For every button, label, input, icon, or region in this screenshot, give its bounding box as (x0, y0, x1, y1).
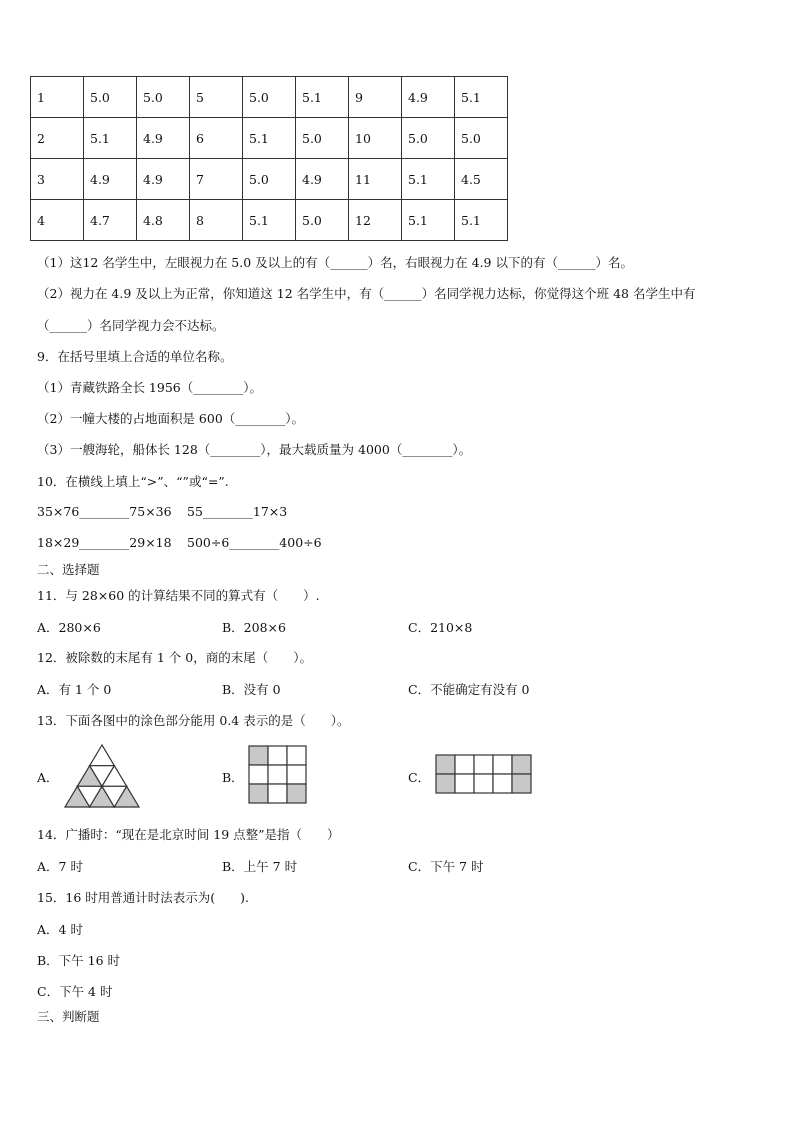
table-cell: 4.5 (455, 159, 508, 200)
table-cell: 4.9 (137, 159, 190, 200)
table-cell: 5.0 (296, 118, 349, 159)
table-cell: 4.9 (84, 159, 137, 200)
table-cell: 5.0 (402, 118, 455, 159)
q12-option-c: C．不能确定有没有 0 (408, 682, 530, 697)
table-cell: 5.0 (84, 77, 137, 118)
table-cell: 1 (31, 77, 84, 118)
q12-option-b: B．没有 0 (222, 682, 281, 697)
rect-cell (436, 755, 455, 774)
q14-title: 14．广播时：“现在是北京时间 19 点整”是指（ ） (37, 827, 340, 842)
q8-part1: （1）这12 名学生中，左眼视力在 5.0 及以上的有（______）名，右眼视力在 4.9 以下的有（______）名。 (37, 255, 633, 270)
q10-line1a: 35×76________75×36 (37, 504, 172, 519)
table-row (31, 118, 508, 159)
q12-title: 12．被除数的末尾有 1 个 0，商的末尾（ ）。 (37, 650, 312, 665)
grid-cell (287, 765, 306, 784)
rect-cell (436, 774, 455, 793)
table-cell: 6 (190, 118, 243, 159)
table-cell: 11 (349, 159, 402, 200)
rect-cell (474, 755, 493, 774)
table-cell: 5.0 (137, 77, 190, 118)
q11-option-a: A．280×6 (37, 620, 101, 635)
q13-option-c-label: C． (408, 770, 431, 785)
q10-line2b: 500÷6________400÷6 (187, 535, 322, 550)
grid-cell (249, 784, 268, 803)
grid-cell (249, 765, 268, 784)
vision-table-body (31, 77, 508, 241)
table-cell: 9 (349, 77, 402, 118)
q14-option-c: C．下午 7 时 (408, 859, 484, 874)
q15-option-c: C．下午 4 时 (37, 984, 113, 999)
table-cell: 8 (190, 200, 243, 241)
table-cell: 5.0 (243, 77, 296, 118)
q8-part2b: （______）名同学视力会不达标。 (37, 318, 225, 333)
q8-part2a: （2）视力在 4.9 及以上为正常，你知道这 12 名学生中，有（______）名同学视力达标，你觉得这个班 48 名学生中有 (37, 286, 696, 301)
triangle-cell (90, 745, 115, 766)
table-cell: 7 (190, 159, 243, 200)
q12-option-a: A．有 1 个 0 (37, 682, 112, 697)
rect-cell (493, 774, 512, 793)
q13-option-b-label: B． (222, 770, 244, 785)
rect-cell (512, 774, 531, 793)
table-cell: 5.1 (243, 118, 296, 159)
table-cell: 5.0 (243, 159, 296, 200)
q14-option-a: A．7 时 (37, 859, 83, 874)
rect-cell (455, 774, 474, 793)
section-3-heading: 三、判断题 (37, 1009, 100, 1024)
table-cell: 5.1 (455, 200, 508, 241)
q13-figure-a-triangle (64, 744, 140, 808)
table-cell: 4.9 (296, 159, 349, 200)
q11-title: 11．与 28×60 的计算结果不同的算式有（ ）. (37, 588, 320, 603)
table-cell: 3 (31, 159, 84, 200)
q15-title: 15．16 时用普通计时法表示为( ). (37, 890, 250, 905)
table-cell: 4.7 (84, 200, 137, 241)
q10-line1b: 55________17×3 (187, 504, 288, 519)
q10-line2a: 18×29________29×18 (37, 535, 172, 550)
q13-figure-b-grid (248, 745, 308, 805)
q13-figure-c-rectangle (435, 754, 533, 796)
table-cell: 5.0 (455, 118, 508, 159)
q15-option-b: B．下午 16 时 (37, 953, 121, 968)
grid-cell (287, 784, 306, 803)
table-cell: 4.9 (137, 118, 190, 159)
vision-table (30, 76, 508, 241)
table-cell: 2 (31, 118, 84, 159)
q14-option-b: B．上午 7 时 (222, 859, 298, 874)
grid-cell (268, 765, 287, 784)
table-cell: 5.1 (402, 159, 455, 200)
grid-cell (249, 746, 268, 765)
q9-part2: （2）一幢大楼的占地面积是 600（________）。 (37, 411, 305, 426)
q9-part3: （3）一艘海轮，船体长 128（________），最大载质量为 4000（________）。 (37, 442, 472, 457)
q9-part1: （1）青藏铁路全长 1956（________）。 (37, 380, 262, 395)
grid-cell (287, 746, 306, 765)
table-row (31, 159, 508, 200)
table-cell: 5.1 (402, 200, 455, 241)
q10-title: 10．在横线上填上“>”、“”或“=”. (37, 474, 229, 489)
q13-title: 13．下面各图中的涂色部分能用 0.4 表示的是（ ）。 (37, 713, 350, 728)
section-2-heading: 二、选择题 (37, 562, 100, 577)
q13-option-a-label: A． (37, 770, 59, 785)
rect-cell (493, 755, 512, 774)
grid-cell (268, 746, 287, 765)
table-cell: 5.1 (84, 118, 137, 159)
table-row (31, 200, 508, 241)
table-cell: 5.0 (296, 200, 349, 241)
q11-option-c: C．210×8 (408, 620, 473, 635)
q11-option-b: B．208×6 (222, 620, 286, 635)
rect-cell (474, 774, 493, 793)
rect-cell (455, 755, 474, 774)
table-cell: 5.1 (296, 77, 349, 118)
table-cell: 4.8 (137, 200, 190, 241)
table-cell: 10 (349, 118, 402, 159)
grid-cell (268, 784, 287, 803)
q9-title: 9．在括号里填上合适的单位名称。 (37, 349, 233, 364)
table-cell: 5.1 (455, 77, 508, 118)
table-cell: 5.1 (243, 200, 296, 241)
table-cell: 5 (190, 77, 243, 118)
table-cell: 12 (349, 200, 402, 241)
table-cell: 4 (31, 200, 84, 241)
table-row (31, 77, 508, 118)
rect-cell (512, 755, 531, 774)
q15-option-a: A．4 时 (37, 922, 83, 937)
table-cell: 4.9 (402, 77, 455, 118)
